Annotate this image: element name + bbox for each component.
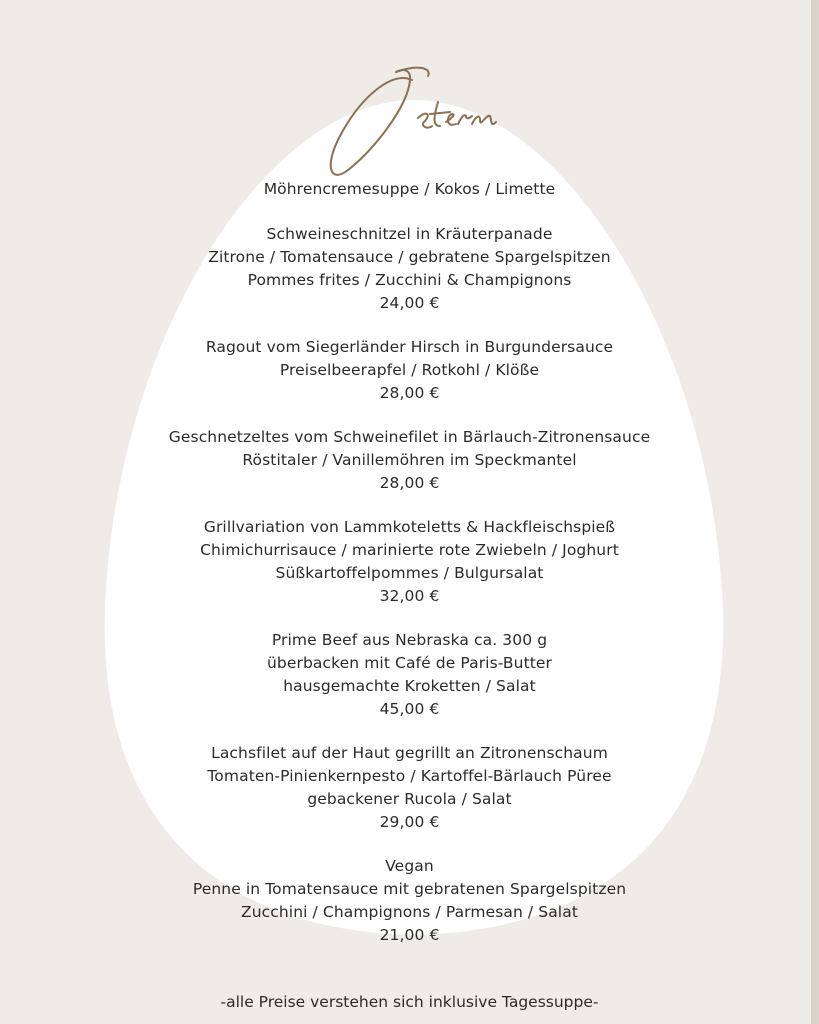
dish-category: Vegan [385,857,434,875]
dish-item [0,426,819,495]
dish-description: gebackener Rucola / Salat [307,790,512,808]
dish-description: Zucchini / Champignons / Parmesan / Salat [240,903,578,921]
dish-description: Zitrone / Tomatensauce / gebratene Spargelspitzen [208,248,611,266]
dish-item [0,336,819,405]
dish-description: Preiselbeerapfel / Rotkohl / Klöße [279,361,540,379]
dish-name: Ragout vom Siegerländer Hirsch in Burgundersauce [205,338,614,356]
dish-price: 28,00 € [379,474,440,492]
dish-description: überbacken mit Café de Paris-Butter [266,654,553,672]
dish-item [0,223,819,315]
dish-item [0,516,819,608]
dish-name: Penne in Tomatensauce mit gebratenen Spargelspitzen [192,880,627,898]
price-note: -alle Preise verstehen sich inklusive Tagessuppe- [220,993,599,1011]
dish-price: 24,00 € [379,294,440,312]
title-ostern [300,58,520,188]
soup-section [0,178,819,201]
dish-item [0,742,819,834]
dish-name: Prime Beef aus Nebraska ca. 300 g [271,631,548,649]
dish-description: Pommes frites / Zucchini & Champignons [247,271,572,289]
dish-price: 21,00 € [379,926,440,944]
dish-description: hausgemachte Kroketten / Salat [283,677,536,695]
dish-item [0,855,819,947]
dish-price: 29,00 € [379,813,440,831]
dish-name: Grillvariation von Lammkoteletts & Hackfleischspieß [203,518,616,536]
dish-price: 28,00 € [379,384,440,402]
dish-name: Geschnetzeltes vom Schweinefilet in Bärlauch-Zitronensauce [168,428,651,446]
dish-description: Süßkartoffelpommes / Bulgursalat [275,564,544,582]
dish-price: 45,00 € [379,700,440,718]
dish-name: Lachsfilet auf der Haut gegrillt an Zitronenschaum [211,744,608,762]
dish-name: Schweineschnitzel in Kräuterpanade [266,225,553,243]
dish-description: Röstitaler / Vanillemöhren im Speckmantel [242,451,577,469]
dish-list [0,223,819,968]
dish-description: Tomaten-Pinienkernpesto / Kartoffel-Bärlauch Püree [207,767,612,785]
dish-price: 32,00 € [379,587,440,605]
dish-description: Chimichurrisauce / marinierte rote Zwiebeln / Joghurt [200,541,619,559]
soup-line: Möhrencremesuppe / Kokos / Limette [263,180,556,198]
dish-item [0,629,819,721]
